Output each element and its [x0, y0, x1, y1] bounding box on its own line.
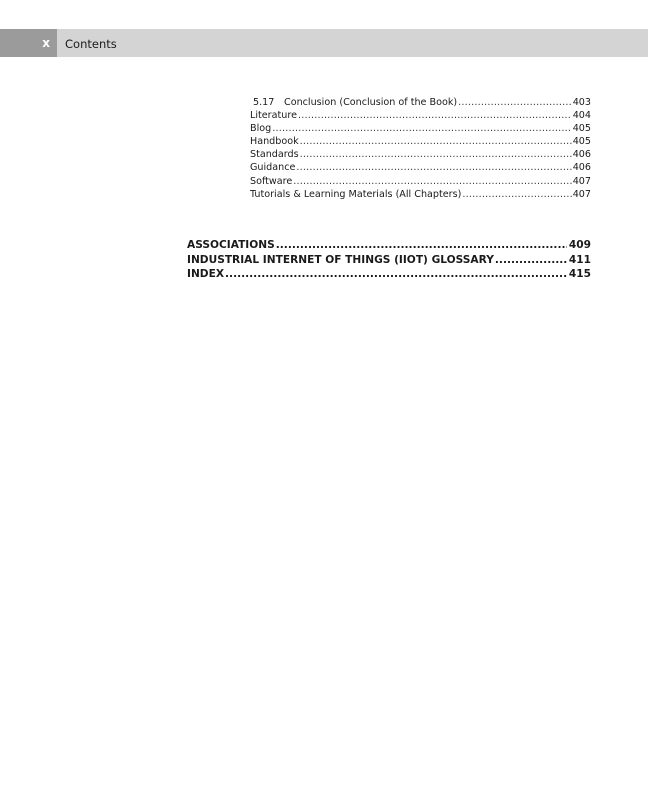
dot-leader — [272, 122, 571, 135]
toc-entry-title: Tutorials & Learning Materials (All Chapters) — [250, 188, 462, 200]
toc-entry-software[interactable] — [250, 175, 591, 188]
page-header — [0, 29, 648, 57]
toc-entry-page: 406 — [572, 149, 591, 161]
toc-entry-title: Literature — [250, 110, 297, 122]
toc-entry-page: 415 — [568, 268, 591, 281]
toc-entry-page: 409 — [568, 239, 591, 251]
toc-entry-title: INDEX — [187, 268, 225, 281]
page-number-box — [0, 29, 57, 57]
toc-entry-guidance[interactable] — [250, 161, 591, 174]
toc-entry-standards[interactable] — [250, 148, 591, 161]
toc-entry-title: INDUSTRIAL INTERNET OF THINGS (IIOT) GLOSSARY — [187, 253, 494, 266]
dot-leader — [462, 188, 571, 201]
toc-main-entries — [187, 238, 591, 282]
dot-leader — [300, 135, 572, 148]
toc-entry-title: Guidance — [250, 162, 296, 174]
toc-entry-title: Standards — [250, 149, 299, 161]
dot-leader — [300, 148, 572, 161]
toc-entry-page: 407 — [572, 188, 591, 200]
toc-entry-title: Handbook — [250, 136, 299, 148]
toc-entry-title: Blog — [250, 123, 272, 135]
toc-entry-page: 407 — [572, 175, 591, 187]
toc-sub-entries — [250, 96, 591, 201]
toc-entry-associations[interactable] — [187, 238, 591, 253]
page-number: x — [42, 36, 50, 50]
toc-entry-title: ASSOCIATIONS — [187, 239, 275, 251]
toc-entry-page: 404 — [572, 110, 591, 122]
dot-leader — [296, 161, 571, 174]
dot-leader — [293, 175, 571, 188]
toc-entry-page: 405 — [572, 136, 591, 148]
dot-leader — [225, 267, 567, 282]
dot-leader — [458, 96, 572, 109]
toc-entry-iiot-glossary[interactable] — [187, 253, 591, 268]
toc-entry-title: Conclusion (Conclusion of the Book) — [284, 97, 458, 108]
toc-entry-handbook[interactable] — [250, 135, 591, 148]
toc-entry-number: 5.17 — [253, 97, 275, 108]
toc-entry-tutorials[interactable] — [250, 188, 591, 201]
toc-entry-page: 403 — [572, 97, 591, 108]
toc-entry-blog[interactable] — [250, 122, 591, 135]
toc-entry-literature[interactable] — [250, 109, 591, 122]
dot-leader — [495, 253, 567, 268]
toc-entry-title: Software — [250, 175, 293, 187]
dot-leader — [276, 238, 567, 253]
toc-entry-conclusion[interactable] — [250, 96, 591, 109]
toc-entry-index[interactable] — [187, 267, 591, 282]
running-head: Contents — [65, 37, 117, 51]
toc-entry-page: 411 — [568, 253, 591, 266]
toc-entry-page: 405 — [572, 123, 591, 135]
toc-entry-page: 406 — [572, 162, 591, 174]
dot-leader — [298, 109, 572, 122]
